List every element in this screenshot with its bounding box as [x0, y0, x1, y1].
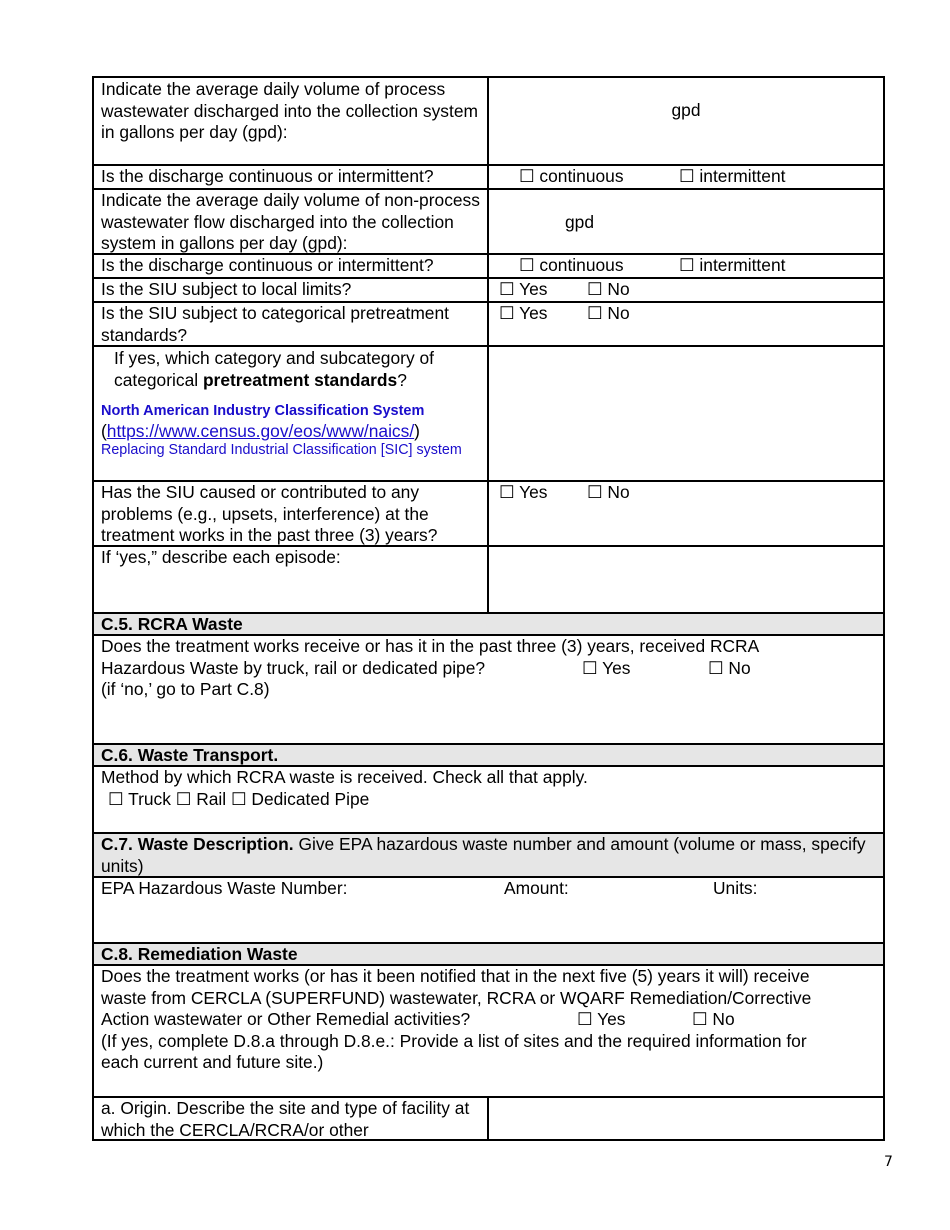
- c7-body: [94, 878, 883, 942]
- naics-note: Replacing Standard Industrial Classification [SIC] system: [101, 442, 462, 458]
- discharge-type-row-1: [92, 164, 885, 188]
- c6-header: C.6. Waste Transport.: [94, 745, 883, 765]
- c8-body: [94, 966, 883, 1096]
- origin-label: a. Origin. Describe the site and type of facility at which the CERCLA/RCRA/or other: [94, 1098, 489, 1139]
- c6-header-row: [92, 743, 885, 765]
- c7-body-row: [92, 876, 885, 942]
- naics-link[interactable]: https://www.census.gov/eos/www/naics/: [106, 421, 415, 441]
- c6-text: Method by which RCRA waste is received. Check all that apply.: [101, 767, 588, 787]
- local-limits-yes-checkbox[interactable]: ☐ Yes: [499, 279, 548, 299]
- c8-no-checkbox[interactable]: ☐ No: [692, 1009, 735, 1029]
- local-limits-row: [92, 277, 885, 301]
- c7-header-row: [92, 832, 885, 876]
- c6-body-row: [92, 765, 885, 832]
- categorical-no-checkbox[interactable]: ☐ No: [587, 303, 630, 323]
- intermittent-checkbox-2[interactable]: ☐ intermittent: [679, 255, 786, 275]
- problems-row: [92, 480, 885, 545]
- c7-amount-label: Amount:: [504, 878, 569, 898]
- nonprocess-volume-row: [92, 188, 885, 253]
- application-form-table: [92, 76, 885, 1141]
- nonprocess-volume-unit: gpd: [565, 212, 595, 232]
- discharge-type-label-2: Is the discharge continuous or intermittent?: [94, 255, 489, 277]
- c8-yes-checkbox[interactable]: ☐ Yes: [577, 1009, 626, 1029]
- c5-body: [94, 636, 883, 743]
- c5-body-row: [92, 634, 885, 743]
- c8-header: C.8. Remediation Waste: [94, 944, 883, 964]
- c5-question-line2: Hazardous Waste by truck, rail or dedicated pipe? ☐ Yes ☐ No: [101, 657, 751, 678]
- categorical-yes-checkbox[interactable]: ☐ Yes: [499, 303, 548, 323]
- c8-body-row: [92, 964, 885, 1096]
- c8-line2: waste from CERCLA (SUPERFUND) wastewater, RCRA or WQARF Remediation/Corrective: [101, 987, 812, 1008]
- problems-yes-checkbox[interactable]: ☐ Yes: [499, 482, 548, 502]
- origin-answer-field[interactable]: [489, 1098, 883, 1139]
- discharge-type-label-1: Is the discharge continuous or intermittent?: [94, 166, 489, 188]
- c8-line5: each current and future site.): [101, 1052, 324, 1072]
- page-number: 7: [884, 1154, 893, 1170]
- categorical-standards-row: [92, 301, 885, 345]
- problems-label: Has the SIU caused or contributed to any problems (e.g., upsets, interference) at the treatment works in the past three (3) years?: [94, 482, 489, 545]
- problems-options: [489, 482, 883, 545]
- c6-body: [94, 767, 883, 832]
- c5-header: C.5. RCRA Waste: [94, 614, 883, 634]
- categorical-standards-label: Is the SIU subject to categorical pretreatment standards?: [94, 303, 489, 345]
- category-question: If yes, which category and subcategory of categorical pretreatment standards?: [114, 348, 434, 390]
- continuous-checkbox-2[interactable]: ☐ continuous: [519, 255, 624, 275]
- origin-row: [92, 1096, 885, 1141]
- c5-yes-checkbox[interactable]: ☐ Yes: [582, 657, 631, 678]
- discharge-type-options-1: [489, 166, 883, 188]
- c7-number-label: EPA Hazardous Waste Number:: [101, 878, 348, 898]
- category-label-cell: [94, 347, 489, 480]
- local-limits-no-checkbox[interactable]: ☐ No: [587, 279, 630, 299]
- c8-line4: (If yes, complete D.8.a through D.8.e.: Provide a list of sites and the required information for: [101, 1030, 807, 1051]
- naics-link-line: (https://www.census.gov/eos/www/naics/): [101, 421, 420, 441]
- nonprocess-volume-label: Indicate the average daily volume of non-process wastewater flow discharged into the collection system in gallons per day (gpd):: [94, 190, 489, 253]
- c8-line3: Action wastewater or Other Remedial activities? ☐ Yes ☐ No: [101, 1009, 735, 1029]
- process-volume-row: [92, 76, 885, 164]
- local-limits-label: Is the SIU subject to local limits?: [94, 279, 489, 301]
- categorical-standards-options: [489, 303, 883, 345]
- discharge-type-row-2: [92, 253, 885, 277]
- episodes-label: If ‘yes,” describe each episode:: [94, 547, 489, 612]
- episodes-row: [92, 545, 885, 612]
- category-row: [92, 345, 885, 480]
- nonprocess-volume-field[interactable]: [489, 190, 883, 253]
- c5-header-row: [92, 612, 885, 634]
- problems-no-checkbox[interactable]: ☐ No: [587, 482, 630, 502]
- discharge-type-options-2: [489, 255, 883, 277]
- process-volume-unit: gpd: [671, 100, 701, 120]
- c6-transport-options[interactable]: ☐ Truck ☐ Rail ☐ Dedicated Pipe: [108, 788, 370, 809]
- process-volume-field[interactable]: [489, 78, 883, 164]
- category-answer-field[interactable]: [489, 347, 883, 480]
- intermittent-checkbox-1[interactable]: ☐ intermittent: [679, 166, 786, 186]
- c5-note: (if ‘no,’ go to Part C.8): [101, 679, 270, 699]
- c8-line1: Does the treatment works (or has it been notified that in the next five (5) years it will) receive: [101, 966, 810, 986]
- naics-title: North American Industry Classification System: [101, 403, 425, 419]
- c7-units-label: Units:: [713, 878, 758, 898]
- continuous-checkbox-1[interactable]: ☐ continuous: [519, 166, 624, 186]
- process-volume-label: Indicate the average daily volume of process wastewater discharged into the collection system in gallons per day (gpd):: [94, 78, 489, 164]
- c5-no-checkbox[interactable]: ☐ No: [708, 657, 751, 678]
- local-limits-options: [489, 279, 883, 301]
- c8-header-row: [92, 942, 885, 964]
- episodes-answer-field[interactable]: [489, 547, 883, 612]
- c5-question: Does the treatment works receive or has it in the past three (3) years, received RCRA: [101, 636, 760, 656]
- c7-header: C.7. Waste Description. Give EPA hazardous waste number and amount (volume or mass, specify units): [94, 834, 883, 876]
